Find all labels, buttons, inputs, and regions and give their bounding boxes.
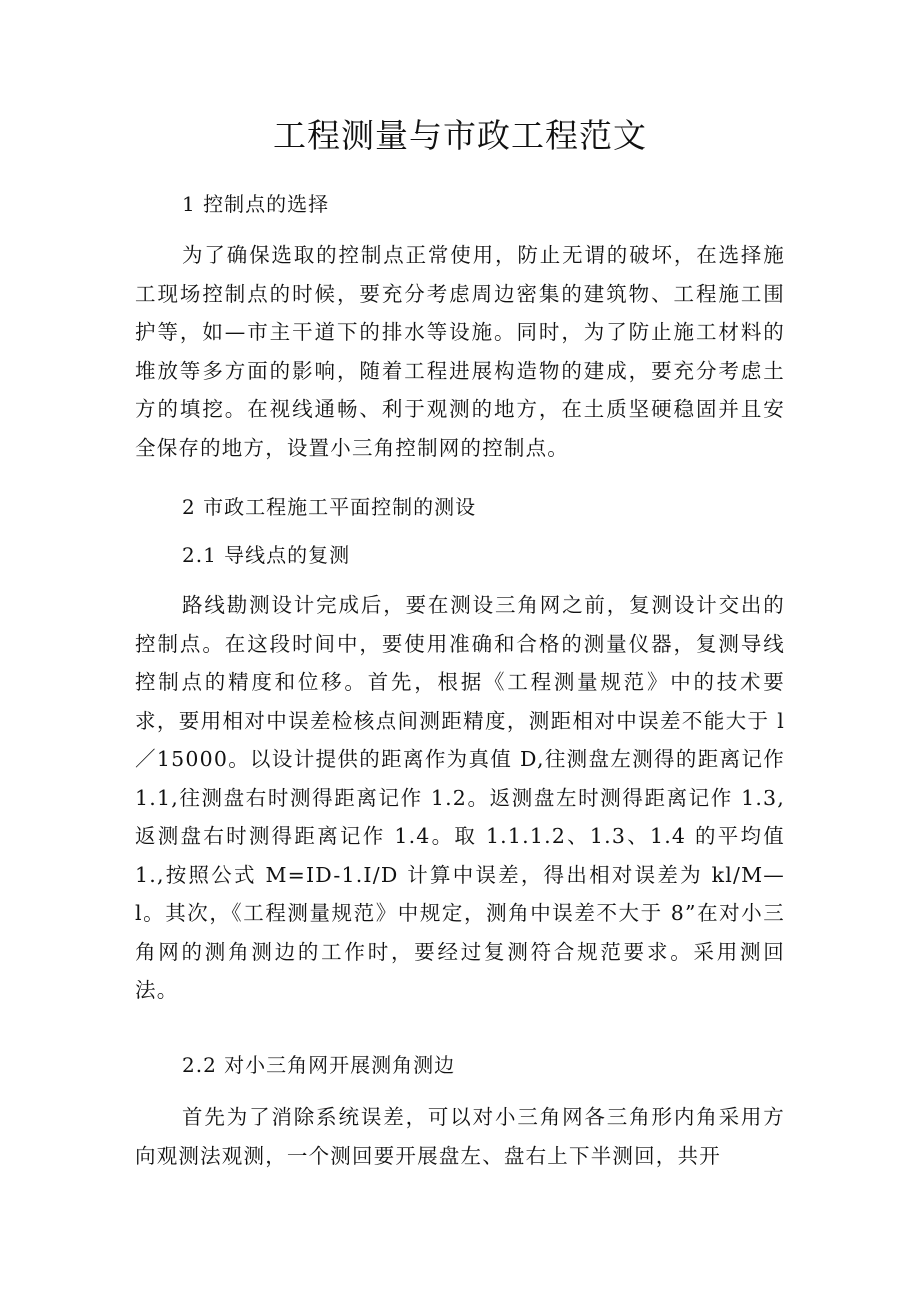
paragraph-triangulation-measurement: 首先为了消除系统误差，可以对小三角网各三角形内角采用方向观测法观测，一个测回要开展盘左、盘右上下半测回，共开 xyxy=(135,1105,785,1168)
section-heading-2: 2 市政工程施工平面控制的测设 xyxy=(182,495,477,519)
document-title: 工程测量与市政工程范文 xyxy=(273,116,647,155)
paragraph-traverse-recheck: 路线勘测设计完成后，要在测设三角网之前，复测设计交出的控制点。在这段时间中，要使用准确和合格的测量仪器，复测导线控制点的精度和位移。首先，根据《工程测量规范》中的技术要求，要用相对中误差检核点间测距精度，测距相对中误差不能大于 l／15000。以设计提供的距离作为真值 D,往测盘左测得的距离记作 1.1,往测盘右时测得距离记作 1.2。返测盘左时测得距离记作 1.3,返测盘右时测得距离记作 1.4。取 1.1.1.2、1.3、1.4 的平均值 1.,按照公式 M=ID-1.I/D 计算中误差，得出相对误差为 kl/M—l。其次，《工程测量规范》中规定，测角中误差不大于 8”在对小三角网的测角测边的工作时，要经过复测符合规范要求。采用测回法。 xyxy=(135,593,785,1002)
subsection-heading-2-1: 2.1 导线点的复测 xyxy=(182,543,351,567)
paragraph-control-point-selection: 为了确保选取的控制点正常使用，防止无谓的破坏，在选择施工现场控制点的时候，要充分考虑周边密集的建筑物、工程施工围护等，如—市主干道下的排水等设施。同时，为了防止施工材料的堆放等多方面的影响，随着工程进展构造物的建成，要充分考虑土方的填挖。在视线通畅、利于观测的地方，在土质坚硬稳固并且安全保存的地方，设置小三角控制网的控制点。 xyxy=(135,243,785,460)
subsection-heading-2-2: 2.2 对小三角网开展测角测边 xyxy=(182,1053,456,1077)
section-heading-1: 1 控制点的选择 xyxy=(182,192,330,216)
